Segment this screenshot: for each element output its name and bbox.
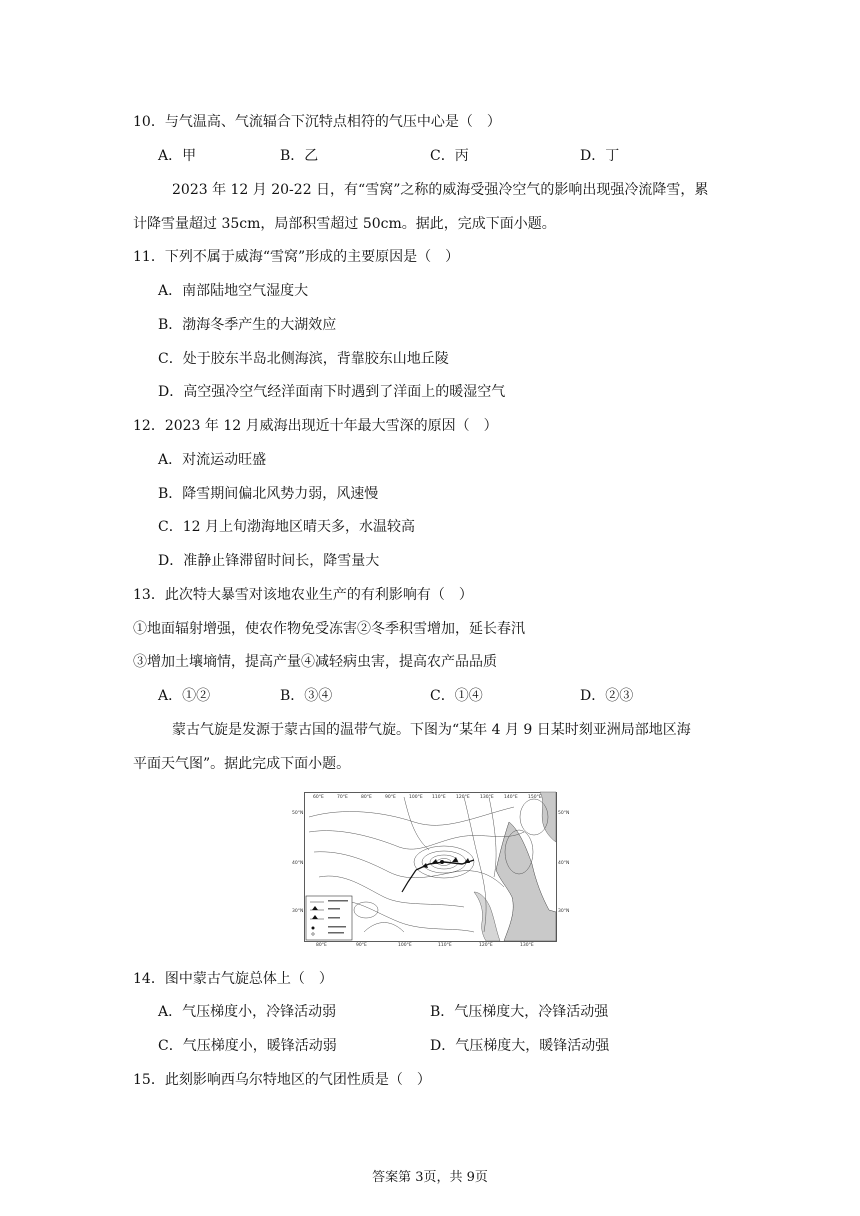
q12-option-a: A．对流运动旺盛 [158, 452, 267, 468]
q11-option-b: B．渤海冬季产生的大湖效应 [158, 317, 337, 333]
map-bottom-label-110e: 110°E [438, 943, 452, 948]
map-top-label-90e: 90°E [385, 795, 396, 800]
page-footer: 答案第 3页，共 9页 [372, 1170, 488, 1185]
question-15-stem: 15．此刻影响西乌尔特地区的气团性质是（ ） [133, 1072, 431, 1088]
map-bottom-label-80e: 80°E [316, 943, 327, 948]
q10-option-a: A．甲 [158, 148, 197, 164]
map-top-label-100e: 100°E [409, 795, 423, 800]
map-left-label-40n: 40°N [292, 861, 304, 866]
question-13-stem: 13．此次特大暴雪对该地农业生产的有利影响有（ ） [133, 587, 473, 603]
passage-1-line-1: 2023 年 12 月 20-22 日，有“雪窝”之称的威海受强冷空气的影响出现强冷流降雪，累 [172, 182, 709, 198]
q14-option-c: C．气压梯度小，暖锋活动弱 [158, 1038, 337, 1054]
q12-option-b: B．降雪期间偏北风势力弱，风速慢 [158, 486, 379, 502]
map-top-label-80e: 80°E [361, 795, 372, 800]
q12-option-d: D．准静止锋滞留时间长，降雪量大 [158, 553, 380, 569]
question-14-stem: 14．图中蒙古气旋总体上（ ） [133, 971, 333, 987]
map-right-label-40n: 40°N [558, 861, 570, 866]
passage-1-line-2: 计降雪量超过 35cm，局部积雪超过 50cm。据此，完成下面小题。 [133, 216, 556, 232]
q10-option-d: D．丁 [580, 148, 620, 164]
q13-option-c: C．①④ [430, 688, 483, 704]
passage-2-line-2: 平面天气图”。据此完成下面小题。 [133, 756, 351, 772]
weather-map-figure [292, 792, 570, 948]
map-top-label-110e: 110°E [432, 795, 446, 800]
map-bottom-label-130e: 130°E [520, 943, 534, 948]
map-bottom-label-90e: 90°E [356, 943, 367, 948]
map-bottom-label-120e: 120°E [479, 943, 493, 948]
map-top-label-70e: 70°E [337, 795, 348, 800]
q10-option-c: C．丙 [430, 148, 469, 164]
map-top-label-140e: 140°E [504, 795, 518, 800]
map-left-label-30n: 30°N [292, 909, 304, 914]
q12-option-c: C．12 月上旬渤海地区晴天多，水温较高 [158, 519, 415, 535]
question-12-stem: 12．2023 年 12 月威海出现近十年最大雪深的原因（ ） [133, 418, 498, 434]
q13-items-line-1: ①地面辐射增强，使农作物免受冻害②冬季积雪增加，延长春汛 [133, 621, 525, 637]
q13-option-d: D．②③ [580, 688, 634, 704]
map-right-label-50n: 50°N [558, 811, 570, 816]
map-right-label-30n: 30°N [558, 909, 570, 914]
q14-option-d: D．气压梯度大，暖锋活动强 [430, 1038, 610, 1054]
q13-option-b: B．③④ [280, 688, 333, 704]
passage-2-line-1: 蒙古气旋是发源于蒙古国的温带气旋。下图为“某年 4 月 9 日某时刻亚洲局部地区海 [172, 722, 691, 738]
map-top-label-120e: 120°E [456, 795, 470, 800]
question-10-stem: 10．与气温高、气流辐合下沉特点相符的气压中心是（ ） [133, 114, 501, 130]
q11-option-a: A．南部陆地空气湿度大 [158, 283, 309, 299]
q13-option-a: A．①② [158, 688, 211, 704]
q14-option-a: A．气压梯度小，冷锋活动弱 [158, 1004, 337, 1020]
q10-option-b: B．乙 [280, 148, 319, 164]
map-top-label-130e: 130°E [480, 795, 494, 800]
q11-option-d: D．高空强冷空气经洋面南下时遇到了洋面上的暖湿空气 [158, 384, 506, 400]
map-bottom-label-100e: 100°E [398, 943, 412, 948]
map-top-label-60e: 60°E [313, 795, 324, 800]
q14-option-b: B．气压梯度大，冷锋活动强 [430, 1004, 609, 1020]
map-top-label-150e: 150°E [528, 795, 542, 800]
question-11-stem: 11．下列不属于威海“雪窝”形成的主要原因是（ ） [133, 249, 460, 265]
q11-option-c: C．处于胶东半岛北侧海滨，背靠胶东山地丘陵 [158, 351, 449, 367]
map-left-label-50n: 50°N [292, 811, 304, 816]
q13-items-line-2: ③增加土壤墒情，提高产量④减轻病虫害，提高农产品品质 [133, 654, 497, 670]
